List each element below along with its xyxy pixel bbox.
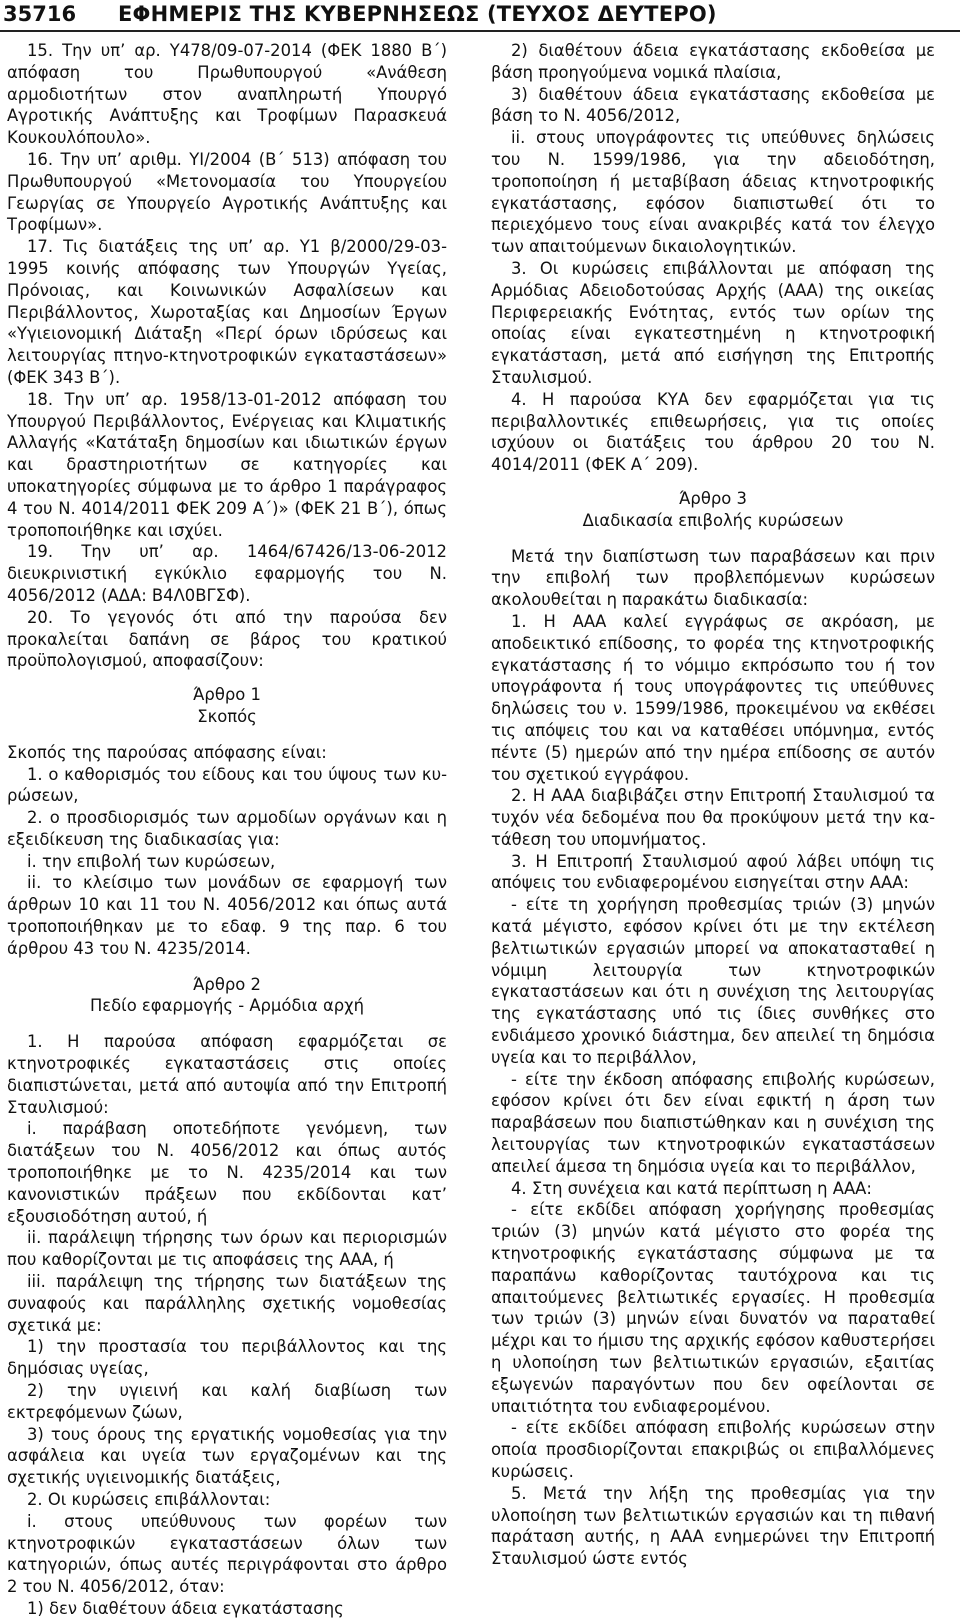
left-column: [7, 40, 447, 1620]
article-2-subtitle: Πεδίο εφαρμογής - Αρμόδια αρχή: [89, 996, 365, 1016]
article-2-title: Άρθρο 2: [193, 974, 261, 994]
paragraph: 1) την προστασία του περιβάλλοντος και της δημόσιας υγείας,: [7, 1337, 447, 1379]
paragraph: 4. Στη συνέχεια και κατά περίπτωση η ΑΑΑ:: [511, 1178, 872, 1198]
paragraph: 19. Την υπ’ αρ. 1464/67426/13-06-2012 διευκρινιστική εγκύκλιο εφαρμογής του Ν. 4056/2012 (ΑΔΑ: Β4Λ0ΒΓΣΦ).: [7, 542, 447, 605]
paragraph: 3) τους όρους της εργατικής νομοθεσίας για την ασφάλεια και υγεία των εργαζομένων και της σχετικής υγιεινομικής διατάξεις,: [7, 1424, 447, 1488]
paragraph: 3. Η Επιτροπή Σταυλισμού αφού λάβει υπόψη τις απόψεις του ενδιαφερομένου εισηγείται στην ΑΑΑ:: [491, 851, 935, 893]
paragraph: - είτε εκδίδει απόφαση χορήγησης προθεσμίας τριών (3) μηνών κατά μέγιστο στο φορέα της κτηνοτροφικής εγκατάστασης σύμφωνα με τα παραπάνω καθορίζοντας ταυτόχρονα και τις απαιτούμενες βελτιωτικές εργασίες. Η προθεσμία των τριών (3) μηνών είναι δυνατόν να παραταθεί μέχρι και το ήμισυ της αρχικής εφόσον καθυστερήσει η υλοποίηση των βελτιωτικών εργασιών, εξαιτίας εξωγενών παραγόντων που δεν οφείλονται σε υπαιτιότητα του ενδιαφερομένου.: [491, 1200, 935, 1416]
paragraph: 1) δεν διαθέτουν άδεια εγκατάστασης: [27, 1598, 344, 1618]
paragraph: i. παράβαση οποτεδήποτε γενόμενη, των διατάξεων του Ν. 4056/2012 και όπως αυτός τροποποιήθηκε με το Ν. 4235/2014 και των κανονιστικών πράξεων που εκδίδονται κατ’ εξουσιοδότηση αυτού, ή: [7, 1119, 447, 1226]
paragraph: 15. Την υπ’ αρ. Υ478/09-07-2014 (ΦΕΚ 1880 Β΄) απόφαση του Πρωθυπουργού «Ανάθεση αρμοδιοτήτων στον αναπληρωτή Υπουργό Αγροτικής Ανάπτυξης και Τροφίμων Παρασκευά Κουκουλόπουλο».: [7, 41, 447, 148]
paragraph: 4. Η παρούσα ΚΥΑ δεν εφαρμόζεται για τις περιβαλλοντικές επιθεωρήσεις, για τις οποίες ισχύουν οι διατάξεις του άρθρου 20 του Ν. 4014/2011 (ΦΕΚ Α΄ 209).: [491, 389, 935, 475]
paragraph: ii. στους υπογράφοντες τις υπεύθυνες δηλώσεις του Ν. 1599/1986, για την αδειοδότηση, τροποποίηση ή μεταβίβαση άδειας κτηνοτροφικής εγκατάστασης, εφόσον διαπιστωθεί ότι το περιεχόμενο τους είναι ανακριβές κατά τον έλεγχο των απαιτούμενων δικαιολογητικών.: [491, 128, 935, 257]
paragraph: 5. Μετά την λήξη της προθεσμίας για την υλοποίηση των βελτιωτικών εργασιών και τη πιθανή παράταση αυτής, η ΑΑΑ ενημερώνει την Επιτροπή Σταυλισμού ώστε εντός: [491, 1483, 935, 1569]
gazette-title: ΕΦΗΜΕΡΙΣ ΤΗΣ ΚΥΒΕΡΝΗΣΕΩΣ (ΤΕΥΧΟΣ ΔΕΥΤΕΡΟ): [118, 2, 717, 26]
paragraph: 2) διαθέτουν άδεια εγκατάστασης εκδοθείσα με βάση προηγούμενα νομικά πλαίσια,: [491, 41, 935, 82]
page-header: [0, 0, 960, 32]
paragraph: 1. Η παρούσα απόφαση εφαρμόζεται σε κτηνοτροφικές εγκαταστάσεις στις οποίες διαπιστώνεται, μετά από αυτοψία από την Επιτροπή Σταυλισμού:: [7, 1032, 447, 1117]
paragraph: - είτε την έκδοση απόφασης επιβολής κυρώσεων, εφόσον κρίνει ότι δεν είναι εφικτή η άρση των παραβάσεων που διαπιστώθηκαν και η συνέχιση της λειτουργίας των κτηνοτροφικών εγκαταστάσεων απειλεί άμεσα τη δημόσια υγεία και το περιβάλλον,: [491, 1069, 935, 1176]
paragraph: i. την επιβολή των κυρώσεων,: [27, 851, 276, 871]
paragraph: 20. Το γεγονός ότι από την παρούσα δεν προκαλείται δαπάνη σε βάρος του κρατικού προϋπολογισμού, αποφασίζουν:: [7, 607, 447, 671]
paragraph: 1. Η ΑΑΑ καλεί εγγράφως σε ακρόαση, με αποδεικτικό επίδοσης, το φορέα της κτηνοτροφικής εγκατάστασης ή το νόμιμο εκπρόσωπο του ή τον υπογράφοντα ή τους υπογράφοντες τις υπεύθυνες δηλώσεις του ν. 1599/1986, προκειμένου να εκθέσει τις απόψεις του και να καταθέσει υπόμνημα, εντός πέντε (5) ημερών από την ημέρα επίδοσης σε αυτόν του σχετικού εγγράφου.: [491, 611, 935, 784]
paragraph: 2. ο προσδιορισμός των αρμοδίων οργάνων και η εξειδίκευση της διαδικασίας για:: [7, 808, 447, 849]
paragraph: Σκοπός της παρούσας απόφασης είναι:: [7, 742, 327, 762]
paragraph: iii. παράλειψη της τήρησης των διατάξεων της συναφούς και παράλληλης σχετικής νομοθεσίας σχετικά με:: [7, 1272, 447, 1335]
paragraph: Μετά την διαπίστωση των παραβάσεων και πριν την επιβολή των προβλεπόμενων κυρώσεων ακολουθείται η παρακάτω διαδικασία:: [491, 546, 935, 610]
paragraph: 3. Οι κυρώσεις επιβάλλονται με απόφαση της Αρμόδιας Αδειοδοτούσας Αρχής (ΑΑΑ) της οικείας Περιφερειακής Ενότητας, εντός των ορίων της οποίας είναι εγκατεστημένη η κτηνοτροφική εγκατάσταση, μετά από εισήγηση της Επιτροπής Σταυλισμού.: [491, 258, 935, 387]
paragraph: 3) διαθέτουν άδεια εγκατάστασης εκδοθείσα με βάση το Ν. 4056/2012,: [491, 84, 935, 126]
paragraph: 2) την υγιεινή και καλή διαβίωση των εκτρεφόμενων ζώων,: [7, 1381, 447, 1422]
paragraph: - είτε εκδίδει απόφαση επιβολής κυρώσεων στην οποία προσδιορίζονται επακριβώς οι επιβαλλόμενες κυρώσεις.: [491, 1418, 935, 1481]
article-1-title: Άρθρο 1: [193, 685, 261, 705]
paragraph: 1. ο καθορισμός του είδους και του ύψους των κυρώσεων,: [7, 764, 447, 806]
paragraph: 18. Την υπ’ αρ. 1958/13-01-2012 απόφαση του Υπουργού Περιβάλλοντος, Ενέργειας και Κλιματικής Αλλαγής «Κατάταξη δημοσίων και ιδιωτικών έργων και δραστηριοτήτων σε κατηγορίες και υποκατηγορίες σύμφωνα με το άρθρο 1 παράγραφος 4 του Ν. 4014/2011 ΦΕΚ 209 Α΄)» (ΦΕΚ 21 Β΄), όπως τροποποιήθηκε και ισχύει.: [7, 389, 447, 540]
paragraph: 2. Οι κυρώσεις επιβάλλονται:: [27, 1490, 271, 1509]
paragraph: i. στους υπεύθυνους των φορέων των κτηνοτροφικών εγκαταστάσεων όλων των κατηγοριών, όπως αυτές περιγράφονται στο άρθρο 2 του Ν. 4056/2012, όταν:: [7, 1511, 447, 1597]
article-3-subtitle: Διαδικασία επιβολής κυρώσεων: [582, 510, 844, 530]
article-1-subtitle: Σκοπός: [197, 706, 257, 726]
paragraph: - είτε τη χορήγηση προθεσμίας τριών (3) μηνών κατά μέγιστο, εφόσον κρίνει ότι με την εκτέλεση βελτιωτικών εργασιών μπορεί να αποκατασταθεί η νόμιμη λειτουργία των κτηνοτροφικών εγκαταστάσεων και ότι η συνέχιση της λειτουργίας της εγκατάστασης υπό τις ίδιες συνθήκες στο ενδιάμεσο χρονικό διάστημα, δεν απειλεί τη δημόσια υγεία και το περιβάλλον,: [491, 895, 935, 1067]
page-number: 35716: [3, 2, 77, 26]
paragraph: ii. παράλειψη τήρησης των όρων και περιορισμών που καθορίζονται με τις αποφάσεις της ΑΑΑ, ή: [7, 1228, 447, 1270]
right-column: [491, 40, 935, 1570]
article-3-title: Άρθρο 3: [679, 488, 747, 508]
paragraph: 2. Η ΑΑΑ διαβιβάζει στην Επιτροπή Σταυλισμού τα τυχόν νέα δεδομένα που θα προκύψουν μετά την κατάθεση του υπομνήματος.: [491, 786, 935, 849]
header-rule: [0, 30, 960, 32]
paragraph: ii. το κλείσιμο των μονάδων σε εφαρμογή των άρθρων 10 και 11 του Ν. 4056/2012 και όπως αυτά τροποποιήθηκαν με το εδαφ. 9 της παρ. 6 του άρθρου 43 του Ν. 4235/2014.: [7, 873, 447, 958]
paragraph: 16. Την υπ’ αριθμ. ΥΙ/2004 (Β΄ 513) απόφαση του Πρωθυπουργού «Μετονομασία του Υπουργείου Γεωργίας σε Υπουργείο Αγροτικής Ανάπτυξης και Τροφίμων».: [7, 149, 447, 235]
paragraph: 17. Τις διατάξεις της υπ’ αρ. Υ1 β/2000/29-03-1995 κοινής απόφασης των Υπουργών Υγείας, Πρόνοιας, και Κοινωνικών Ασφαλίσεων και Περιβάλλοντος, Χωροταξίας και Δημοσίων Έργων «Υγιειονομική Διάταξη «Περί όρων ιδρύσεως και λειτουργίας πτηνο-κτηνοτροφικών εγκαταστάσεων» (ΦΕΚ 343 Β΄).: [7, 237, 447, 387]
